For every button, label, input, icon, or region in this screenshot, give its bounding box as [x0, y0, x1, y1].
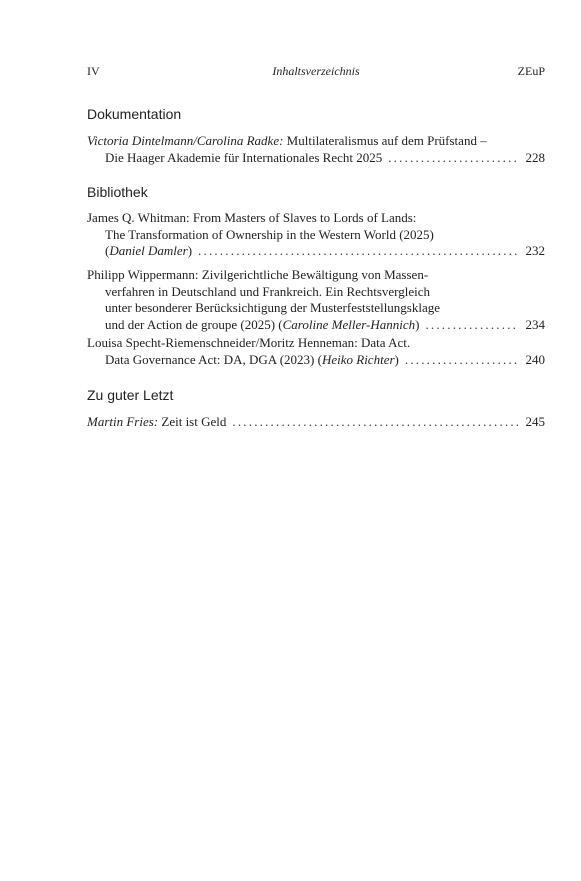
toc-entry [87, 267, 545, 333]
toc-line [87, 414, 545, 431]
entry-reviewer: Caroline Meller-Hannich [282, 316, 416, 332]
toc-line [87, 317, 545, 334]
entry-reviewer: Heiko Richter [321, 351, 395, 367]
toc-line [87, 352, 545, 369]
leader-dots [198, 243, 519, 260]
entry-page: 232 [525, 243, 545, 258]
entry-title: Multilateralismus auf dem Prüfstand – [283, 133, 487, 148]
entry-title-continued: Data Governance Act: DA, DGA (2023) ( [105, 351, 322, 367]
toc-line [87, 133, 545, 150]
journal-abbreviation: ZEuP [517, 64, 545, 78]
toc-entry [87, 210, 545, 260]
toc-line [87, 210, 545, 227]
page-number-roman: IV [87, 64, 100, 78]
entry-title-continued: Die Haager Akademie für Internationales Recht 2025 [105, 149, 383, 165]
entry-page: 228 [525, 149, 545, 165]
leader-dots [232, 414, 519, 431]
paren-open: ( [105, 243, 110, 258]
toc-line [87, 335, 545, 352]
toc-line [87, 284, 545, 301]
toc-line [87, 227, 545, 244]
entry-title: James Q. Whitman: From Masters of Slaves to Lords of Lands: [87, 210, 417, 225]
toc-line [87, 243, 545, 260]
section-heading-zu-guter-letzt: Zu guter Letzt [87, 387, 174, 403]
entry-title-continued: verfahren in Deutschland und Frankreich. Ein Rechtsvergleich [105, 283, 431, 299]
entry-title: Zeit ist Geld [158, 414, 227, 429]
entry-page: 240 [525, 351, 545, 367]
entry-page: 245 [525, 414, 545, 429]
toc-entry [87, 414, 545, 431]
paren-close: ) [394, 351, 399, 367]
toc-line [87, 300, 545, 317]
paren-close: ) [415, 316, 420, 332]
entry-author: Victoria Dintelmann/Carolina Radke: [87, 133, 284, 148]
toc-line [87, 267, 545, 284]
toc-line [87, 150, 545, 167]
paren-close: ) [187, 243, 193, 258]
toc-entry [87, 335, 545, 368]
running-title: Inhaltsverzeichnis [272, 64, 360, 78]
leader-dots [388, 150, 519, 167]
entry-page: 234 [525, 316, 545, 332]
leader-dots [425, 317, 519, 334]
toc-entry [87, 133, 545, 166]
entry-title-continued: unter besonderer Berücksichtigung der Musterfeststellungsklage [105, 300, 441, 315]
entry-title: Philipp Wippermann: Zivilgerichtliche Bewältigung von Massen- [87, 267, 429, 282]
entry-title-continued: und der Action de groupe (2025) ( [105, 316, 283, 332]
entry-reviewer: Daniel Damler [109, 243, 188, 258]
leader-dots [405, 352, 519, 369]
entry-title-continued: The Transformation of Ownership in the Western World (2025) [105, 226, 434, 242]
entry-author: Martin Fries: [87, 414, 159, 429]
section-heading-bibliothek: Bibliothek [87, 184, 148, 200]
page-header [87, 64, 545, 80]
entry-title: Louisa Specht-Riemenschneider/Moritz Henneman: Data Act. [87, 335, 411, 350]
section-heading-dokumentation: Dokumentation [87, 106, 182, 122]
